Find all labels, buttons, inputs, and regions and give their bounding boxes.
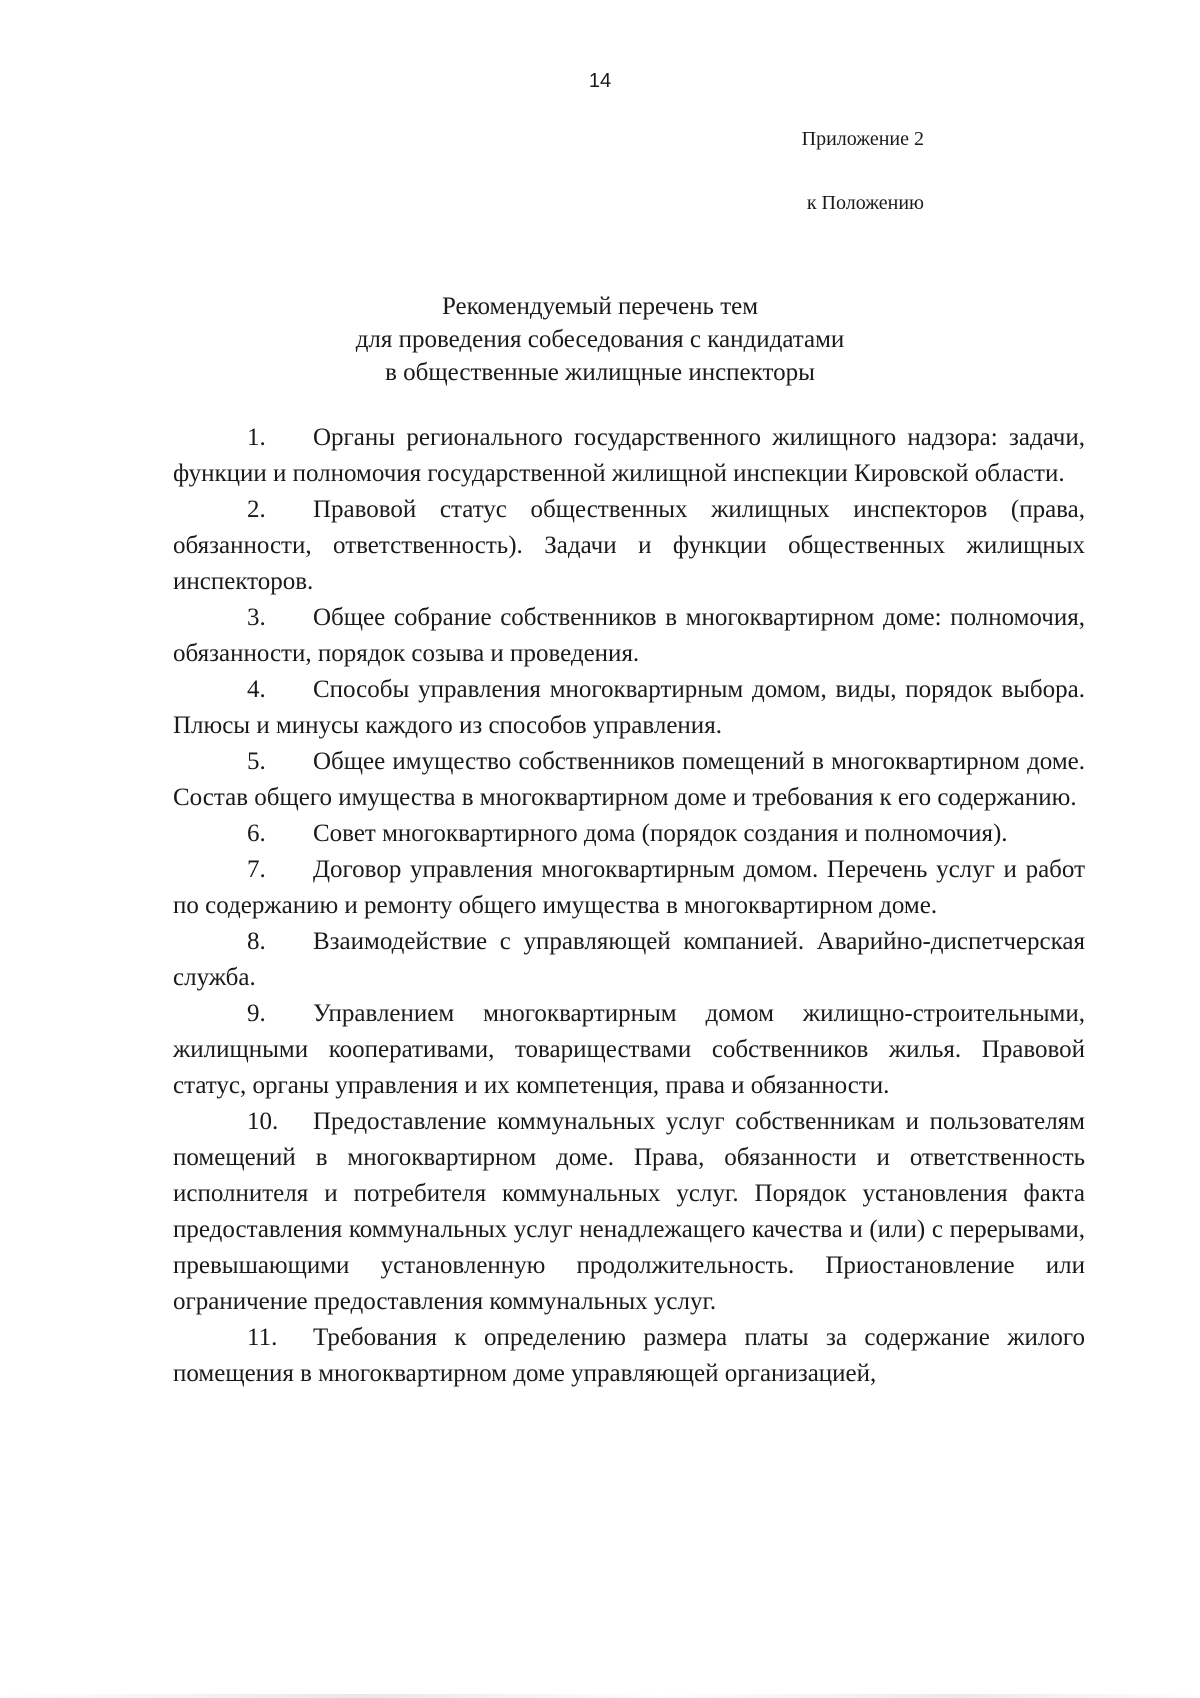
appendix-reference: к Положению xyxy=(806,192,924,214)
document-title xyxy=(0,290,1200,389)
topic-list xyxy=(173,420,1085,1392)
item-text: Способы управления многоквартирным домом, виды, порядок выбора. Плюсы и минусы каждого из способов управления. xyxy=(173,676,1085,739)
item-number: 3. xyxy=(247,604,266,631)
item-number: 6. xyxy=(247,820,266,847)
title-line-2: для проведения собеседования с кандидатами xyxy=(355,326,845,353)
list-item xyxy=(173,816,1085,852)
item-text: Общее имущество собственников помещений в многоквартирном доме. Состав общего имущества в многоквартирном доме и требования к его содержанию. xyxy=(173,748,1085,811)
item-number: 11. xyxy=(247,1324,278,1351)
item-text: Договор управления многоквартирным домом. Перечень услуг и работ по содержанию и ремонту общего имущества в многоквартирном доме. xyxy=(173,856,1085,919)
list-item xyxy=(173,600,1085,672)
item-text: Правовой статус общественных жилищных инспекторов (права, обязанности, ответственность). Задачи и функции общественных жилищных инспекторов. xyxy=(173,496,1085,595)
title-line-3: в общественные жилищные инспекторы xyxy=(385,359,815,386)
item-number: 2. xyxy=(247,496,266,523)
appendix-label: Приложение 2 xyxy=(801,128,924,150)
list-item xyxy=(173,420,1085,492)
list-item xyxy=(173,1104,1085,1320)
item-number: 4. xyxy=(247,676,266,703)
item-text: Управлением многоквартирным домом жилищно-строительными, жилищными кооперативами, товариществами собственников жилья. Правовой статус, органы управления и их компетенция, права и обязанности. xyxy=(173,1000,1085,1099)
list-item xyxy=(173,672,1085,744)
item-number: 10. xyxy=(247,1108,279,1135)
item-number: 7. xyxy=(247,856,266,883)
item-text: Предоставление коммунальных услуг собственникам и пользователям помещений в многоквартирном доме. Права, обязанности и ответственность исполнителя и потребителя коммунальных услуг. Порядок установления факта предоставления коммунальных услуг ненадлежащего качества и (или) с перерывами, превышающими установленную продолжительность. Приостановление или ограничение предоставления коммунальных услуг. xyxy=(173,1108,1085,1315)
list-item xyxy=(173,492,1085,600)
item-text: Общее собрание собственников в многоквартирном доме: полномочия, обязанности, порядок созыва и проведения. xyxy=(173,604,1085,667)
item-number: 8. xyxy=(247,928,266,955)
scan-edge-divider xyxy=(0,1694,1200,1698)
title-line-1: Рекомендуемый перечень тем xyxy=(441,293,759,320)
item-number: 5. xyxy=(247,748,266,775)
item-number: 9. xyxy=(247,1000,266,1027)
list-item xyxy=(173,744,1085,816)
item-text: Требования к определению размера платы за содержание жилого помещения в многоквартирном доме управляющей организацией, xyxy=(173,1324,1085,1387)
item-number: 1. xyxy=(247,424,266,451)
list-item xyxy=(173,852,1085,924)
list-item xyxy=(173,996,1085,1104)
list-item xyxy=(173,1320,1085,1392)
item-text: Взаимодействие с управляющей компанией. Аварийно-диспетчерская служба. xyxy=(173,928,1085,991)
item-text: Совет многоквартирного дома (порядок создания и полномочия). xyxy=(313,820,1008,847)
page-number: 14 xyxy=(588,70,612,92)
list-item xyxy=(173,924,1085,996)
item-text: Органы регионального государственного жилищного надзора: задачи, функции и полномочия государственной жилищной инспекции Кировской области. xyxy=(173,424,1085,487)
